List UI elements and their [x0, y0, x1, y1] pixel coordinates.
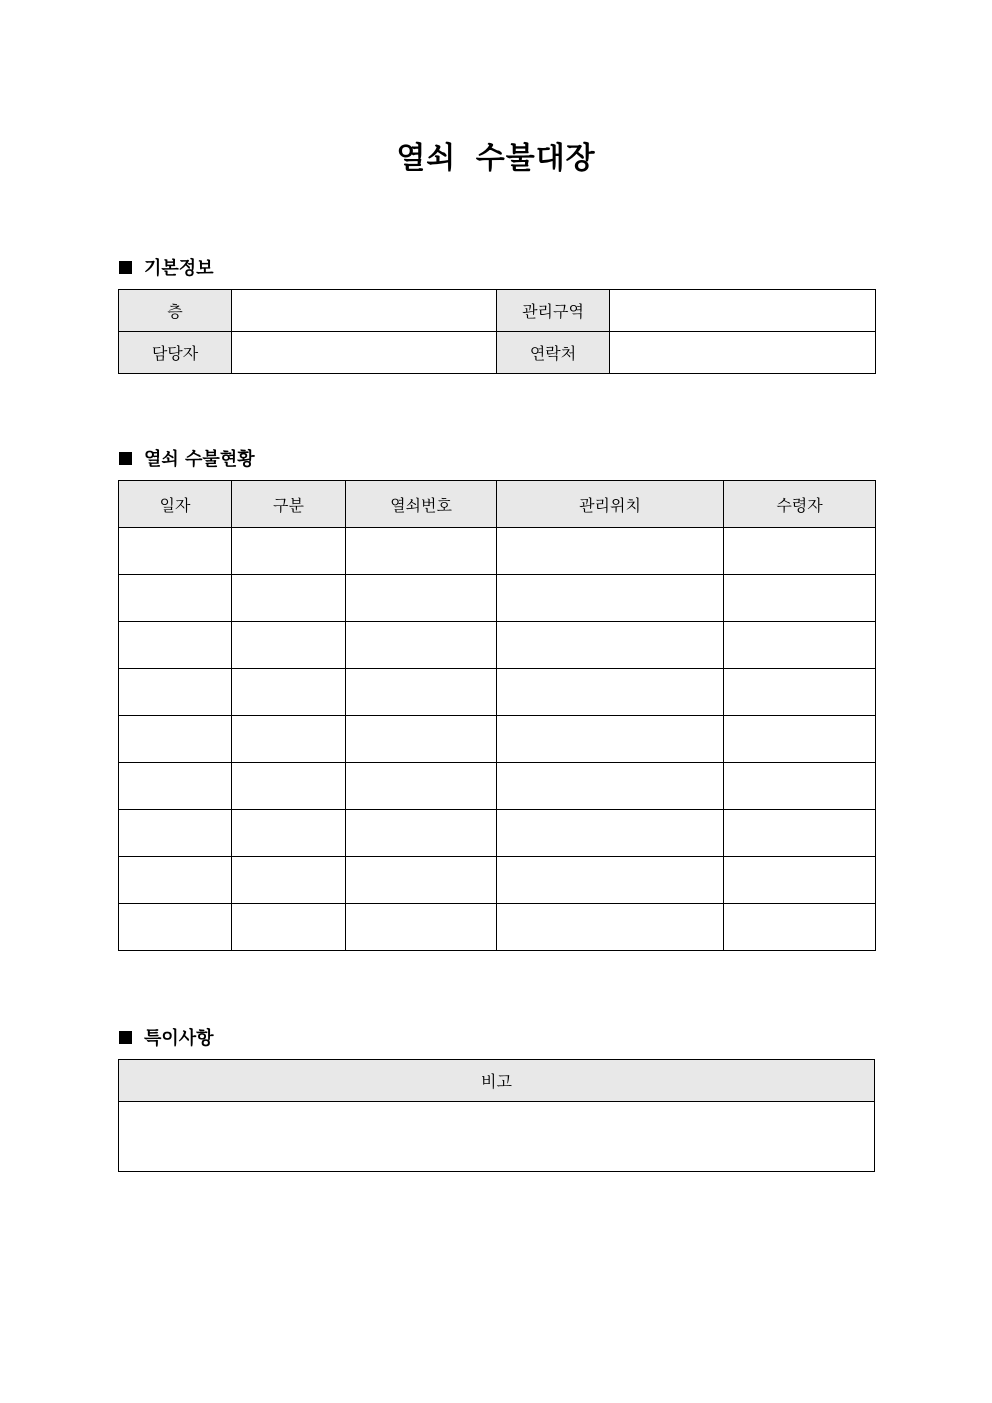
manager-field[interactable] [232, 332, 497, 374]
table-cell[interactable] [497, 857, 724, 904]
table-cell[interactable] [346, 669, 497, 716]
table-cell[interactable] [497, 575, 724, 622]
contact-label: 연락처 [497, 332, 610, 374]
column-header-date: 일자 [119, 481, 232, 528]
manager-label: 담당자 [119, 332, 232, 374]
table-cell[interactable] [497, 716, 724, 763]
table-cell[interactable] [232, 763, 346, 810]
floor-field[interactable] [232, 290, 497, 332]
section-heading-remarks [119, 1024, 214, 1050]
table-row [119, 528, 876, 575]
table-cell[interactable] [232, 622, 346, 669]
table-row [119, 575, 876, 622]
table-header-row [119, 1060, 875, 1102]
table-row [119, 904, 876, 951]
column-header-recipient: 수령자 [724, 481, 876, 528]
contact-field[interactable] [610, 332, 876, 374]
page-title: 열쇠 수불대장 [396, 141, 596, 176]
black-square-icon [119, 1031, 132, 1044]
table-cell[interactable] [724, 716, 876, 763]
area-label: 관리구역 [497, 290, 610, 332]
table-cell[interactable] [232, 716, 346, 763]
table-cell[interactable] [119, 575, 232, 622]
remarks-table [118, 1059, 875, 1172]
table-row [119, 763, 876, 810]
table-row [119, 810, 876, 857]
table-cell[interactable] [724, 528, 876, 575]
table-cell[interactable] [232, 575, 346, 622]
table-row [119, 622, 876, 669]
table-cell[interactable] [346, 528, 497, 575]
table-cell[interactable] [724, 622, 876, 669]
table-cell[interactable] [232, 669, 346, 716]
basic-info-table [118, 289, 876, 374]
column-header-key-number: 열쇠번호 [346, 481, 497, 528]
table-cell[interactable] [346, 716, 497, 763]
table-cell[interactable] [346, 857, 497, 904]
table-cell[interactable] [346, 622, 497, 669]
remarks-field[interactable] [119, 1102, 875, 1172]
table-cell[interactable] [724, 810, 876, 857]
table-cell[interactable] [232, 528, 346, 575]
table-cell[interactable] [724, 575, 876, 622]
table-cell[interactable] [346, 904, 497, 951]
black-square-icon [119, 452, 132, 465]
table-cell[interactable] [724, 669, 876, 716]
table-cell[interactable] [119, 810, 232, 857]
section-heading-label: 기본정보 [144, 258, 214, 279]
floor-label: 층 [119, 290, 232, 332]
column-header-remarks: 비고 [119, 1060, 875, 1102]
table-cell[interactable] [119, 622, 232, 669]
table-cell[interactable] [724, 857, 876, 904]
table-cell[interactable] [232, 810, 346, 857]
table-cell[interactable] [346, 763, 497, 810]
table-row [119, 669, 876, 716]
table-cell[interactable] [497, 763, 724, 810]
table-cell[interactable] [497, 669, 724, 716]
table-cell[interactable] [119, 763, 232, 810]
table-row [119, 716, 876, 763]
table-cell[interactable] [724, 763, 876, 810]
table-cell[interactable] [232, 857, 346, 904]
table-cell[interactable] [119, 904, 232, 951]
key-log-table [118, 480, 876, 951]
column-header-location: 관리위치 [497, 481, 724, 528]
section-heading-label: 열쇠 수불현황 [144, 449, 255, 470]
table-cell[interactable] [724, 904, 876, 951]
table-cell[interactable] [346, 810, 497, 857]
area-field[interactable] [610, 290, 876, 332]
table-cell[interactable] [119, 857, 232, 904]
table-cell[interactable] [497, 810, 724, 857]
table-cell[interactable] [119, 716, 232, 763]
section-heading-label: 특이사항 [144, 1028, 214, 1049]
table-cell[interactable] [497, 904, 724, 951]
table-cell[interactable] [497, 528, 724, 575]
black-square-icon [119, 261, 132, 274]
section-heading-basic-info [119, 254, 214, 280]
table-cell[interactable] [119, 528, 232, 575]
table-cell[interactable] [497, 622, 724, 669]
table-header-row [119, 481, 876, 528]
section-heading-log [119, 445, 255, 471]
table-cell[interactable] [346, 575, 497, 622]
table-cell[interactable] [119, 669, 232, 716]
table-row [119, 857, 876, 904]
column-header-type: 구분 [232, 481, 346, 528]
table-row [119, 1102, 875, 1172]
table-cell[interactable] [232, 904, 346, 951]
